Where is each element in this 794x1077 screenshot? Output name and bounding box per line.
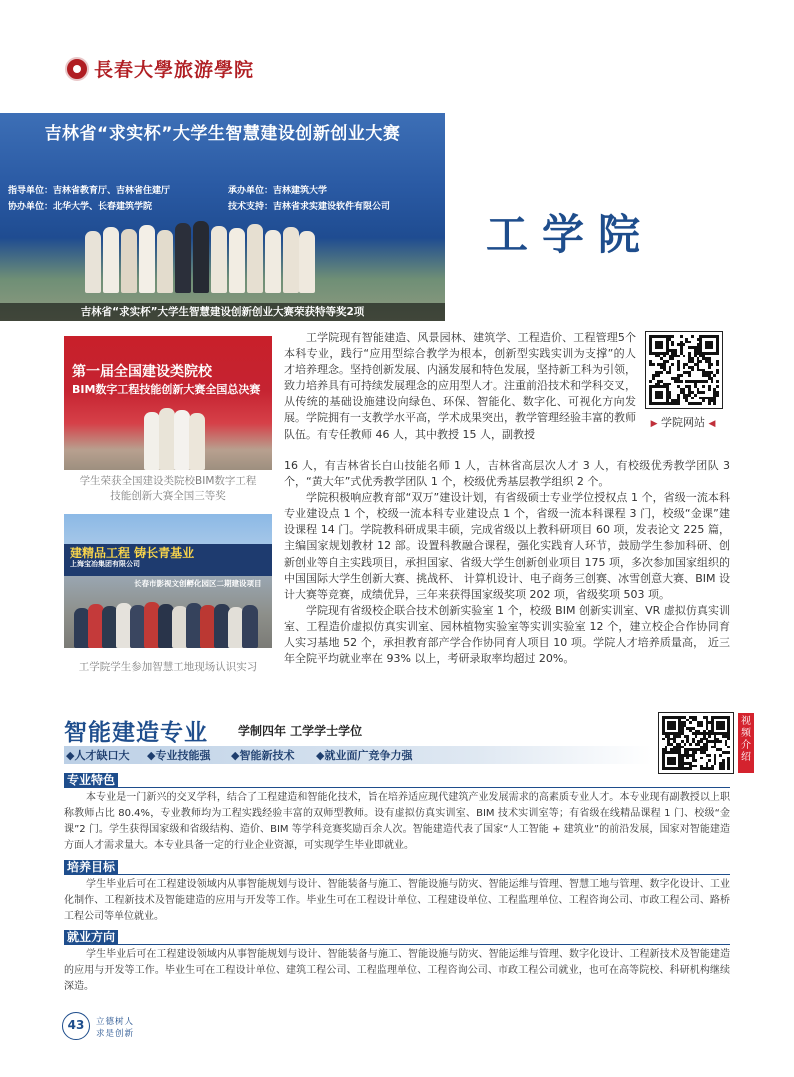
photo2-caption: 学生荣获全国建设类院校BIM数字工程 技能创新大赛全国三等奖 bbox=[79, 475, 257, 502]
tag-talent-gap: ◆人才缺口大 bbox=[66, 749, 130, 762]
hero-tech-label: 技术支持：吉林省求实建设软件有限公司 bbox=[228, 202, 391, 212]
site-visit-photo: 建精品工程 铸长青基业 上海宝冶集团有限公司 长春市影视文创孵化园区二期建设项目 bbox=[64, 514, 272, 648]
page-number: 43 bbox=[62, 1012, 90, 1040]
motto-line-1: 立德树人 bbox=[96, 1017, 135, 1027]
intro-paragraphs-wide bbox=[284, 458, 730, 667]
section-heading-feature: 专业特色 bbox=[64, 773, 118, 788]
hero-host-label: 承办单位：吉林建筑大学 bbox=[228, 186, 328, 196]
section-body-goal: 学生毕业后可在工程建设领域内从事智能规划与设计、智能装备与施工、智能设施与防灾、智能运维与管理、智慧工地与管理、数字化设计、工业化制作、工程新技术及智能建造的应用与开发等工作。毕业生可在工程设计单位、工程建设单位、工程监理单位、工程咨询公司、市政工程公司、路桥工程公司等单位就业。 bbox=[64, 879, 730, 922]
hero-caption: 吉林省“求实杯”大学生智慧建设创新创业大赛荣获特等奖2项 bbox=[0, 303, 445, 321]
website-qr-label: ▶ 学院网站 ◀ bbox=[650, 416, 716, 429]
section-divider bbox=[64, 874, 730, 875]
left-triangle-icon: ◀ bbox=[708, 419, 716, 429]
major-title: 智能建造专业 bbox=[64, 720, 208, 746]
photo2-banner: 第一届全国建设类院校 BIM数字工程技能创新大赛全国总决赛 bbox=[72, 364, 261, 396]
photo3-site-sign: 建精品工程 铸长青基业 上海宝冶集团有限公司 bbox=[64, 544, 272, 576]
bim-award-photo bbox=[64, 336, 272, 470]
page-title: 工学院 bbox=[486, 210, 655, 259]
intro-paragraph-3: 学院现有省级校企联合技术创新实验室 1 个，校级 BIM 创新实训室、VR 虚拟仿真实训室、工程造价虚拟仿真实训室、园林植物实验室等实训实验室 12 个，建立校企合作协同育人实习基地 52 个，承担教育部产学合作协同育人项目 10 项。学院人才培养质量高， 近三年全院平均就业率在 93% 以上，考研录取率均超过 20%。 bbox=[284, 603, 730, 666]
motto-line-2: 求是创新 bbox=[96, 1029, 135, 1039]
hero-group-of-people bbox=[85, 213, 315, 293]
section-divider bbox=[64, 944, 730, 945]
school-seal-logo bbox=[65, 57, 89, 81]
qr-pattern bbox=[662, 716, 730, 770]
intro-paragraph-1-cont: 16 人，有吉林省长白山技能名师 1 人，吉林省高层次人才 3 人，有校级优秀教学团队 3 个，“黄大年”式优秀教学团队 1 个，校级优秀基层教学组织 2 个。 bbox=[284, 459, 730, 489]
website-qr-code[interactable] bbox=[645, 331, 723, 409]
right-triangle-icon: ▶ bbox=[650, 419, 658, 429]
tag-new-tech: ◆智能新技术 bbox=[231, 749, 295, 762]
hero-photo bbox=[0, 113, 445, 321]
major-subtitle: 学制四年 工学学士学位 bbox=[238, 724, 363, 738]
tag-employment: ◆就业面广竞争力强 bbox=[316, 749, 413, 762]
section-body-feature: 本专业是一门新兴的交叉学科，结合了工程建造和智能化技术，旨在培养适应现代建筑产业发展需求的高素质专业人才。本专业现有副教授以上职称教师占比 80.4%，专业教师均为工程实践经验丰富的双师型教师。设有虚拟仿真实训室、BIM 技术实训室等；有省级在线精品课程 1 门、校级“金课”2 门。学生获得国家级和省级结构、造价、BIM 等学科竞赛奖励百余人次。智能建造代表了国家“人工智能 + 建筑业”的前沿发展，国家对智能建造方面人才需求量大。本专业具备一定的行业企业资源，可实现学生毕业即就业。 bbox=[64, 792, 730, 851]
intro-paragraph-1-narrow: 工学院现有智能建造、风景园林、建筑学、工程造价、工程管理5个本科专业，践行“应用型综合教学为根本，创新型实践实训为支撑”的人才培养理念。坚持创新发展、内涵发展和特色发展，坚持新工科为引领，致力培养具有可持续发展理念的应用型人才。注重前沿技术和学科交叉，从传统的基础设施建设向绿色、环保、智能化、数字化、可视化方向发展。学院拥有一支教学水平高，学术成果突出，教学管理经验丰富的教师队伍。有专任教师 46 人，其中教授 15 人，副教授 bbox=[284, 331, 636, 441]
school-name-logo: 長春大學旅游學院 bbox=[94, 59, 255, 81]
section-heading-career: 就业方向 bbox=[64, 930, 118, 945]
hero-guide-label: 指导单位：吉林省教育厅、吉林省住建厅 bbox=[8, 186, 171, 196]
photo3-caption: 工学院学生参加智慧工地现场认识实习 bbox=[78, 661, 258, 673]
section-divider bbox=[64, 787, 730, 788]
intro-paragraph-2: 学院积极响应教育部“双万”建设计划，有省级硕士专业学位授权点 1 个，省级一流本科专业建设点 1 个，校级一流本科专业建设点 1 个，省级一流本科课程 3 门，校级“金课”建设课程 14 门。学院教科研成果丰硕，完成省级以上教科研项目 60 项，发表论文 225 篇，主编国家规划教材 12 部。设置科教融合课程，强化实践育人环节，鼓励学生参加科研、创新创业等自主实践项目，承担国家、省级大学生创新创业项目 175 项，多次参加国家组织的中国国际大学生创新大赛、挑战杯、 计算机设计、电子商务三创赛、冰雪创意大赛、BIM 设计大赛等竞赛，成绩优异，三年来获得国家级奖项 202 项，省级奖项 503 项。 bbox=[284, 491, 730, 601]
hero-co-label: 协办单位：北华大学、长春建筑学院 bbox=[8, 202, 153, 212]
hero-banner-title: 吉林省“求实杯”大学生智慧建设创新创业大赛 bbox=[44, 124, 401, 144]
tag-skills: ◆专业技能强 bbox=[147, 749, 211, 762]
section-heading-goal: 培养目标 bbox=[64, 860, 118, 875]
video-qr-code[interactable] bbox=[658, 712, 734, 774]
video-intro-label: 视频介绍 bbox=[738, 713, 754, 773]
section-body-career: 学生毕业后可在工程建设领域内从事智能规划与设计、智能装备与施工、智能设施与防灾、智能运维与管理、数字化设计、工程新技术及智能建造的应用与开发等工作。毕业生可在工程设计单位、建筑工程公司、工程监理单位、工程咨询公司、市政工程公司就业，也可在高等院校、科研机构继续深造。 bbox=[64, 949, 730, 992]
qr-pattern bbox=[649, 335, 719, 405]
